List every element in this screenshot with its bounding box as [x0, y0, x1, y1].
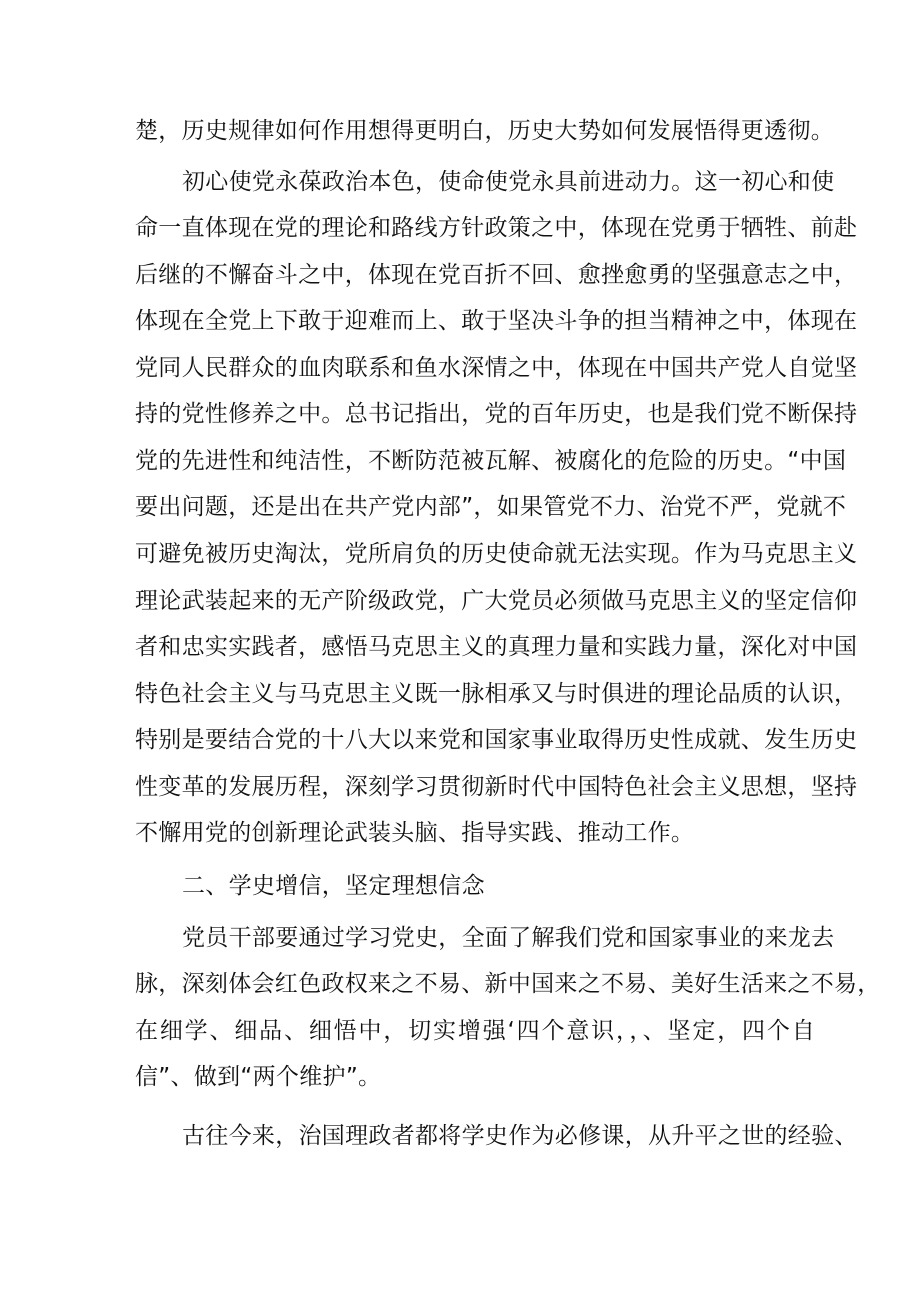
text-line-12: 者和忠实实践者，感悟马克思主义的真理力量和实践力量，深化对中国 [135, 634, 858, 660]
text-line-13: 特色社会主义与马克思主义既一脉相承又与时俱进的理论品质的认识， [135, 681, 858, 707]
text-line-6: 党同人民群众的血肉联系和鱼水深情之中，体现在中国共产党人自觉坚 [135, 355, 858, 381]
text-line-14: 特别是要结合党的十八大以来党和国家事业取得历史性成就、发生历史 [135, 727, 858, 753]
text-line-22: 古往今来，治国理政者都将学史作为必修课，从升平之世的经验、 [182, 1123, 858, 1149]
text-line-20: 在细学、细品、细悟中，切实增强‘四个意识，，、坚定，四个自 [135, 1018, 815, 1044]
text-line-5: 体现在全党上下敢于迎难而上、敢于坚决斗争的担当精神之中，体现在 [135, 308, 858, 334]
text-line-15: 性变革的发展历程，深刻学习贯彻新时代中国特色社会主义思想，坚持 [135, 774, 858, 800]
text-line-10: 可避免被历史淘汰，党所肩负的历史使命就无法实现。作为马克思主义 [135, 541, 858, 567]
text-line-3: 命一直体现在党的理论和路线方针政策之中，体现在党勇于牺牲、前赴 [135, 215, 858, 241]
text-line-9: 要出问题，还是出在共产党内部”，如果管党不力、治党不严，党就不 [135, 494, 847, 520]
text-line-16: 不懈用党的创新理论武装头脑、指导实践、推动工作。 [135, 820, 695, 846]
text-line-21: 信”、做到“两个维护”。 [135, 1064, 382, 1090]
text-line-18: 党员干部要通过学习党史，全面了解我们党和国家事业的来龙去 [182, 925, 835, 951]
text-line-4: 后继的不懈奋斗之中，体现在党百折不回、愈挫愈勇的坚强意志之中， [135, 262, 858, 288]
text-line-2: 初心使党永葆政治本色，使命使党永具前进动力。这一初心和使 [182, 169, 835, 195]
section-heading: 二、学史增信，坚定理想信念 [182, 873, 485, 899]
text-line-11: 理论武装起来的无产阶级政党，广大党员必须做马克思主义的坚定信仰 [135, 588, 858, 614]
text-line-7: 持的党性修养之中。总书记指出，党的百年历史，也是我们党不断保持 [135, 401, 858, 427]
text-line-8: 党的先进性和纯洁性，不断防范被瓦解、被腐化的危险的历史。“中国 [135, 448, 847, 474]
text-line-1: 楚，历史规律如何作用想得更明白，历史大势如何发展悟得更透彻。 [135, 118, 834, 144]
text-line-19: 脉，深刻体会红色政权来之不易、新中国来之不易、美好生活来之不易， [135, 971, 881, 997]
